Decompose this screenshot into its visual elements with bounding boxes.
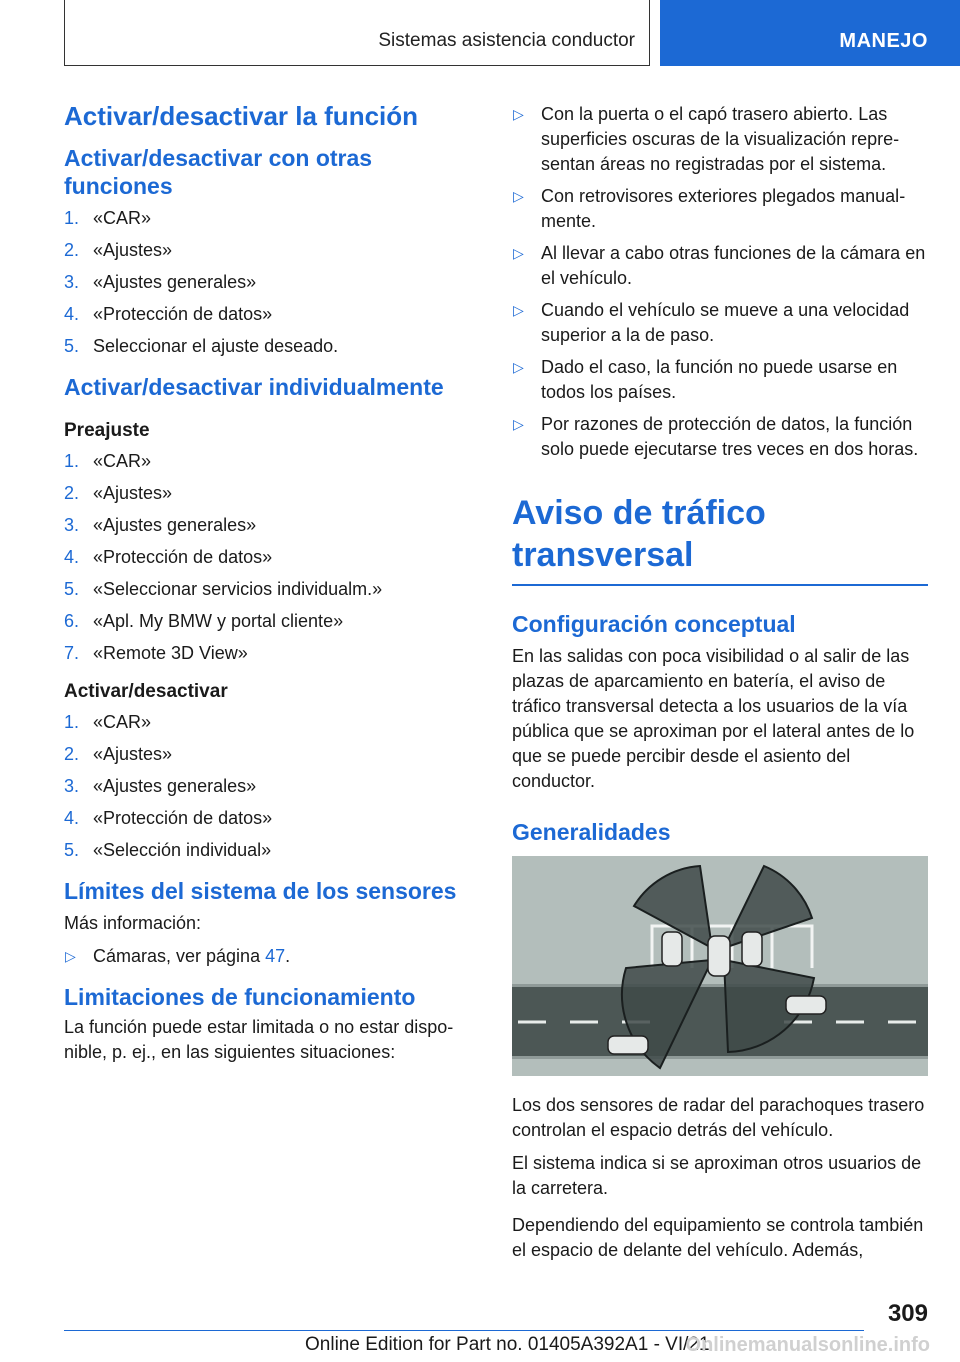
steps-other-functions: [64, 206, 476, 359]
step-text: «Selección individual»: [93, 840, 272, 860]
step-text: «Ajustes»: [93, 483, 173, 503]
page-link-47[interactable]: 47: [265, 946, 286, 966]
more-info-label: Más información:: [64, 913, 202, 933]
triangle-bullet-icon: ▷: [513, 359, 524, 375]
step-number: 3.: [64, 776, 80, 796]
heading-other-functions: Activar/desactivar con otras funciones: [64, 145, 373, 199]
step-text: «CAR»: [93, 208, 152, 228]
step-number: 3.: [64, 515, 80, 535]
radar-text: Los dos sensores de radar del parachoques trasero controlan el espacio detrás del vehículo.: [512, 1095, 925, 1140]
heading-limitations: Limitaciones de funcionamiento: [64, 984, 416, 1010]
heading-activate-function: Activar/desactivar la función: [64, 101, 419, 131]
triangle-bullet-icon: ▷: [513, 245, 524, 261]
watermark: Onlinemanualsonline.info: [685, 1334, 930, 1356]
section-title: Sistemas asistencia conductor: [378, 30, 635, 51]
bullet-text: Al llevar a cabo otras funciones de la cámara en el vehículo.: [541, 243, 926, 288]
bullet-text: Por razones de protección de datos, la función solo puede ejecutarse tres veces en dos horas.: [541, 414, 919, 459]
steps-toggle: [64, 710, 476, 863]
triangle-bullet-icon: ▷: [513, 302, 524, 318]
right-column: [512, 100, 928, 1263]
list-item: [64, 302, 476, 327]
left-column: [64, 100, 476, 1065]
concept-text: En las salidas con poca visibilidad o al salir de las plazas de aparcamiento en batería, el aviso de tráfico transversal detecta a los usuarios de la vía pública que se aproximan por el lateral antes de lo que se puede percibir desde el asiento del conductor.: [512, 646, 915, 791]
step-text: «Remote 3D View»: [93, 643, 248, 663]
list-item: [64, 838, 476, 863]
list-item: [64, 944, 476, 969]
list-item: [64, 449, 476, 474]
bullet-text: Dado el caso, la función no puede usarse en todos los países.: [541, 357, 898, 402]
step-number: 2.: [64, 483, 80, 503]
step-text: «Ajustes generales»: [93, 776, 257, 796]
list-item: [64, 238, 476, 263]
step-text: «CAR»: [93, 712, 152, 732]
header-section-box: [64, 0, 650, 66]
step-number: 4.: [64, 304, 80, 324]
list-item: [64, 710, 476, 735]
heading-general: Generalidades: [512, 819, 671, 845]
limitations-text: La función puede estar limitada o no estar disponible, p. ej., en las siguientes situaciones:: [64, 1017, 454, 1062]
step-number: 3.: [64, 272, 80, 292]
page-number: 309: [887, 1300, 928, 1327]
list-item: [64, 806, 476, 831]
step-text: «CAR»: [93, 451, 152, 471]
equipment-text: Dependiendo del equipamiento se controla también el espacio de delante del vehículo. Además,: [512, 1215, 924, 1260]
header-chapter-tab[interactable]: [660, 0, 960, 66]
step-number: 6.: [64, 611, 80, 631]
triangle-bullet-icon: ▷: [65, 948, 76, 964]
step-number: 2.: [64, 240, 80, 260]
triangle-bullet-icon: ▷: [513, 416, 524, 432]
step-text: «Protección de datos»: [93, 808, 273, 828]
list-item: [64, 481, 476, 506]
heading-individual: Activar/desactivar individualmente: [64, 374, 444, 400]
step-text: «Ajustes»: [93, 240, 173, 260]
step-number: 5.: [64, 840, 80, 860]
list-item: [64, 334, 476, 359]
list-item: [64, 513, 476, 538]
heading-toggle: Activar/desactivar: [64, 681, 228, 702]
cross-traffic-illustration: [512, 856, 928, 1076]
list-item: [64, 545, 476, 570]
step-number: 7.: [64, 643, 80, 663]
limitations-bullet-list: [512, 102, 928, 462]
list-item: [64, 270, 476, 295]
heading-sensor-limits: Límites del sistema de los sensores: [64, 878, 457, 904]
cameras-text: Cámaras, ver página: [93, 946, 266, 966]
list-item: [64, 609, 476, 634]
bullet-text: Con la puerta o el capó trasero abierto. Las superficies oscuras de la visualización representan áreas no registradas por el sistema.: [541, 104, 900, 174]
step-number: 1.: [64, 451, 80, 471]
step-number: 4.: [64, 547, 80, 567]
step-number: 2.: [64, 744, 80, 764]
step-number: 5.: [64, 336, 80, 356]
bullet-text: Cuando el vehículo se mueve a una velocidad superior a la de paso.: [541, 300, 910, 345]
chapter-title: MANEJO: [839, 30, 928, 52]
list-item: [64, 206, 476, 231]
list-item: [64, 742, 476, 767]
cameras-end: .: [285, 946, 291, 966]
list-item: [512, 355, 928, 405]
step-text: «Ajustes generales»: [93, 272, 257, 292]
step-text: «Seleccionar servicios individualm.»: [93, 579, 383, 599]
heading-cross-traffic: Aviso de tráfico transversal: [512, 492, 928, 586]
list-item: [512, 184, 928, 234]
triangle-bullet-icon: ▷: [513, 106, 524, 122]
bullet-text: Con retrovisores exteriores plegados manualmente.: [541, 186, 906, 231]
list-item: [64, 641, 476, 666]
step-number: 5.: [64, 579, 80, 599]
list-item: [512, 298, 928, 348]
steps-preset: [64, 449, 476, 666]
step-number: 1.: [64, 712, 80, 732]
step-number: 1.: [64, 208, 80, 228]
cameras-bullet-list: [64, 944, 476, 969]
step-text: «Ajustes»: [93, 744, 173, 764]
step-text: Seleccionar el ajuste deseado.: [93, 336, 339, 356]
edition-text: Online Edition for Part no. 01405A392A1 - VI/21: [305, 1334, 710, 1355]
step-text: «Protección de datos»: [93, 547, 273, 567]
heading-preset: Preajuste: [64, 420, 150, 441]
approach-text: El sistema indica si se aproximan otros usuarios de la carretera.: [512, 1153, 922, 1198]
list-item: [64, 774, 476, 799]
list-item: [512, 412, 928, 462]
footer-divider: [64, 1330, 864, 1331]
triangle-bullet-icon: ▷: [513, 188, 524, 204]
list-item: [64, 577, 476, 602]
step-text: «Apl. My BMW y portal cliente»: [93, 611, 344, 631]
step-number: 4.: [64, 808, 80, 828]
step-text: «Ajustes generales»: [93, 515, 257, 535]
list-item: [512, 241, 928, 291]
list-item: [512, 102, 928, 177]
step-text: «Protección de datos»: [93, 304, 273, 324]
heading-concept: Configuración conceptual: [512, 611, 796, 637]
